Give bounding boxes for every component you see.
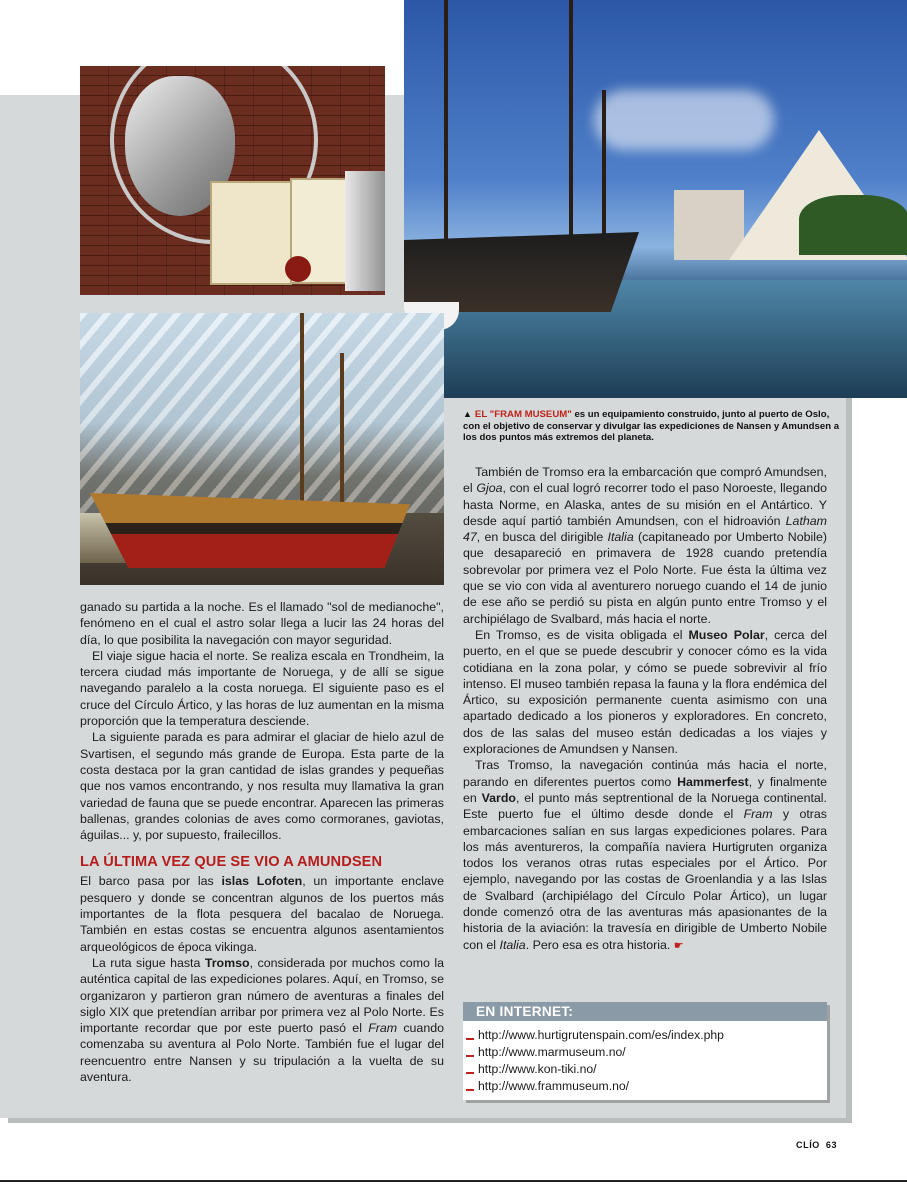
links-list xyxy=(463,1027,827,1095)
paragraph: También de Tromso era la embarcación que compró Amundsen, el Gjoa, con el cual logró recorrer todo el paso Noroeste, llegando hasta Norme, en Alaska, antes de su misión en el Antártico. Y desde aquí partió también Amundsen, con el hidroavión Latham 47, en busca del dirigible Italia (capitaneado por Umberto Nobile) que desapareció en primavera de 1928 cuando pretendía sobrevolar por primera vez el Polo Norte. Fue ésta la última vez que se vio con vida al aventurero noruego cuando el 14 de junio de ese año se perdió su pista en algún punto entre Tromso y el archipiélago de Svalbard, más hacia el norte. xyxy=(463,465,827,626)
page-folio xyxy=(796,1140,837,1150)
end-mark-icon: ☛ xyxy=(673,939,684,952)
paragraph: El barco pasa por las islas Lofoten, un importante enclave pesquero y donde se concentran algunos de los puertos más importantes de la flota pesquera del bacalao de Noruega. También en estas costas se encuentra algunos asentamientos arqueológicos de época vikinga. xyxy=(80,874,444,954)
triangle-up-icon: ▲ xyxy=(463,409,472,419)
page-number: 63 xyxy=(825,1140,838,1150)
panel-shadow-bottom xyxy=(8,1118,852,1123)
paragraph: ganado su partida a la noche. Es el llamado "sol de medianoche", fenómeno en el cual el astro solar llega a lucir las 24 horas del día, lo que posibilita la navegación con mayor seguridad. xyxy=(80,600,444,647)
caption-text: es un equipamiento construido, junto al puerto de Oslo, con el objetivo de conservar y divulgar las expediciones de Nansen y Amundsen a los dos puntos más extremos del planeta. xyxy=(463,409,840,444)
paragraph: Tras Tromso, la navegación continúa más hacia el norte, parando en diferentes puertos como Hammerfest, y finalmente en Vardo, el punto más septrentional de la Noruega continental. Este puerto fue el último desde donde el Fram y otras embarcaciones salían en sus largas expediciones polares. Para los más aventureros, la compañía naviera Hurtigruten organiza todos los veranos otras rutas especiales por el Ártico. Por ejemplo, navegando por las costas de Groenlandia y a las Islas de Svalbard (archipiélago del Círculo Polar Ártico), un lugar donde comenzó otra de las aventuras más apasionantes de la historia de la aviación: la travesía en dirigible de Umberto Nobile con el Italia. Pero esa es otra historia. ☛ xyxy=(463,758,827,952)
bullet-dash-icon xyxy=(466,1055,474,1057)
photo-caption xyxy=(463,409,843,444)
link-hurtigruten[interactable]: http://www.hurtigrutenspain.com/es/index.php xyxy=(463,1027,827,1044)
internet-links-box xyxy=(463,1002,827,1100)
link-marmuseum[interactable]: http://www.marmuseum.no/ xyxy=(463,1044,827,1061)
right-column xyxy=(463,464,827,954)
caption-lead: EL "FRAM MUSEUM" xyxy=(474,409,572,420)
paragraph: En Tromso, es de visita obligada el Museo Polar, cerca del puerto, en el que se puede descubrir y conocer cómo es la vida cotidiana en la zona polar, y cómo se puede sobrevivir al frío intenso. El museo también repasa la fauna y la flora endémica del Ártico, su exposición permanente cuenta asimismo con una apartado dedicado a los pioneros y exploradores. En concreto, dos de las salas del museo están dedicadas a los viajes y exploraciones de Amundsen y Nansen. xyxy=(463,627,827,757)
link-kontiki[interactable]: http://www.kon-tiki.no/ xyxy=(463,1061,827,1078)
paragraph: El viaje sigue hacia el norte. Se realiza escala en Trondheim, la tercera ciudad más importante de Noruega, y de allí se sigue navegando paralelo a la costa noruega. El siguiente paso es el cruce del Círculo Ártico, y las horas de luz aumentan en la misma proporción que la temperatura desciende. xyxy=(80,648,444,729)
paragraph: La siguiente parada es para admirar el glaciar de hielo azul de Svartisen, el segundo más grande de Europa. Esta parte de la costa destaca por la gran cantidad de islas grandes y pequeñas que nos vamos encontrando, y nos resulta muy llamativa la gran variedad de fauna que se puede encontrar. Aparecen las primeras ballenas, grandes colonias de aves como cormoranes, gaviotas, águilas... y, por supuesto, frailecillos. xyxy=(80,730,444,843)
bullet-dash-icon xyxy=(466,1072,474,1074)
bullet-dash-icon xyxy=(466,1038,474,1040)
left-column xyxy=(80,599,444,1085)
magazine-name: CLÍO xyxy=(796,1140,820,1150)
paragraph: La ruta sigue hasta Tromso, considerada por muchos como la auténtica capital de las expediciones polares. Aquí, en Tromso, se organizaron y partieron gran número de aventuras a finales del siglo XIX que pretendían arribar por primera vez al Polo Norte. Es importante recordar que por este puerto pasó el Fram cuando comenzaba su aventura al Polo Norte. También fue el lugar del reencuentro entre Nansen y su tripulación a la vuelta de su aventura. xyxy=(80,955,444,1085)
photo-nansen-memorial xyxy=(80,66,385,295)
photo-fram-ship-interior xyxy=(80,313,444,585)
photo-fram-museum-exterior xyxy=(404,0,907,398)
link-frammuseum[interactable]: http://www.frammuseum.no/ xyxy=(463,1078,827,1095)
box-title: EN INTERNET: xyxy=(463,1002,827,1021)
section-heading: LA ÚLTIMA VEZ QUE SE VIO A AMUNDSEN xyxy=(80,854,383,871)
bullet-dash-icon xyxy=(466,1089,474,1091)
bottom-rule xyxy=(0,1180,907,1182)
